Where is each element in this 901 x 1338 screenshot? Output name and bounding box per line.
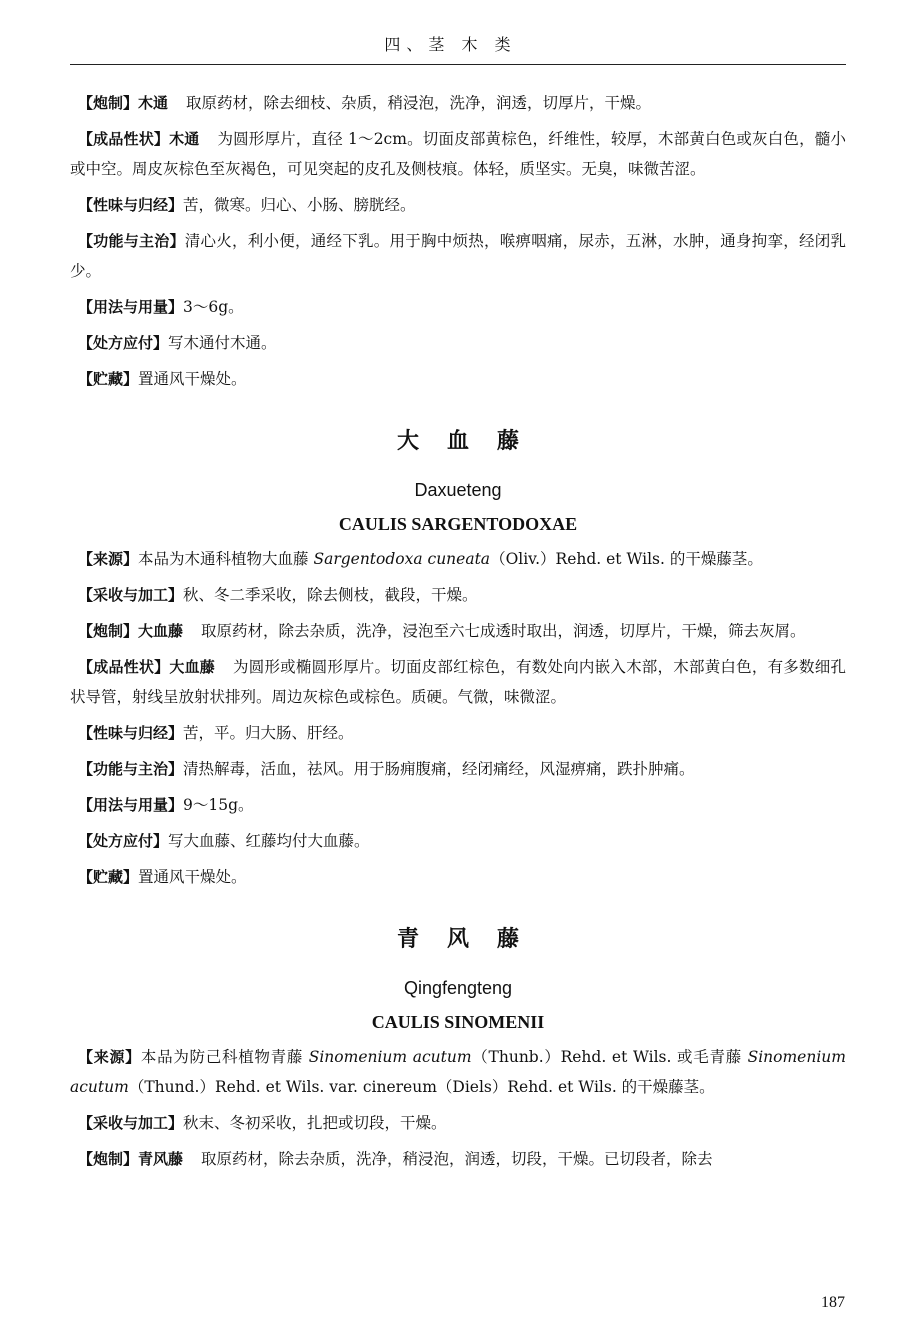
text-paragraph <box>70 616 846 646</box>
text-paragraph <box>70 88 846 118</box>
section-tag: 【功能与主治】 <box>78 232 185 250</box>
term-label: 木通 <box>138 94 169 112</box>
section-tag: 【成品性状】 <box>78 130 170 148</box>
page-number: 187 <box>821 1294 845 1311</box>
text-paragraph <box>70 718 846 748</box>
source-text: （Thund.）Rehd. et Wils. var. cinereum（Diels）Rehd. et Wils. 的干燥藤茎。 <box>128 1078 715 1096</box>
text-paragraph <box>70 226 846 286</box>
text-paragraph <box>70 862 846 892</box>
text-paragraph <box>70 1144 846 1174</box>
header-rule <box>70 64 846 65</box>
herb1-paragraphs <box>70 580 846 892</box>
source-text: 本品为防己科植物青藤 <box>140 1048 309 1066</box>
page-content <box>70 88 846 1180</box>
paragraph-text: 秋末、冬初采收，扎把或切段，干燥。 <box>183 1114 447 1132</box>
herb-latin-name: CAULIS SINOMENII <box>371 1012 545 1032</box>
text-paragraph <box>70 124 846 184</box>
paragraph-text: 清热解毒，活血，祛风。用于肠痈腹痛，经闭痛经，风湿痹痛，跌扑肿痛。 <box>183 760 695 778</box>
source-paragraph <box>70 1042 846 1102</box>
species-name: Sinomenium acutum <box>308 1048 472 1066</box>
section-tag: 【贮藏】 <box>78 868 139 886</box>
running-header: 四、茎 木 类 <box>384 35 517 54</box>
paragraph-text: 取原药材，除去杂质，洗净，稍浸泡，润透，切段，干燥。已切段者，除去 <box>201 1150 713 1168</box>
paragraph-text: 写木通付木通。 <box>168 334 277 352</box>
section-tag: 【用法与用量】 <box>78 796 184 814</box>
herb-title: 大血藤 <box>396 429 547 454</box>
section-tag: 【功能与主治】 <box>78 760 184 778</box>
paragraph-text: 秋、冬二季采收，除去侧枝，截段，干燥。 <box>183 586 478 604</box>
section-tag: 【来源】 <box>78 550 139 568</box>
section-tag: 【采收与加工】 <box>78 586 184 604</box>
text-paragraph <box>70 190 846 220</box>
text-paragraph <box>70 328 846 358</box>
species-name: Sinomenium acutum <box>70 1048 846 1096</box>
section-tag: 【处方应付】 <box>78 832 169 850</box>
text-paragraph <box>70 826 846 856</box>
section-tag: 【性味与归经】 <box>78 196 184 214</box>
section-tag: 【成品性状】 <box>78 658 170 676</box>
paragraph-text: 苦，平。归大肠、肝经。 <box>183 724 354 742</box>
section-tag: 【炮制】 <box>78 622 139 640</box>
term-label: 大血藤 <box>138 622 184 640</box>
herb2-paragraphs <box>70 1108 846 1174</box>
paragraph-text: 3～6g。 <box>183 298 244 316</box>
text-paragraph <box>70 1108 846 1138</box>
paragraph-text: 置通风干燥处。 <box>138 370 247 388</box>
paragraph-text: 取原药材，除去细枝、杂质，稍浸泡，洗净，润透，切厚片，干燥。 <box>186 94 652 112</box>
term-label: 大血藤 <box>169 658 216 676</box>
text-paragraph <box>70 580 846 610</box>
section-tag: 【炮制】 <box>78 94 139 112</box>
herb-pinyin: Daxueteng <box>414 480 502 500</box>
species-name: Sargentodoxa cuneata <box>313 550 491 568</box>
text-paragraph <box>70 790 846 820</box>
text-paragraph <box>70 652 846 712</box>
section-tag: 【来源】 <box>78 1048 141 1066</box>
section-tag: 【性味与归经】 <box>78 724 184 742</box>
source-paragraph <box>70 544 846 574</box>
paragraph-text: 9～15g。 <box>183 796 254 814</box>
source-text: （Oliv.）Rehd. et Wils. 的干燥藤茎。 <box>490 550 763 568</box>
source-text: （Thunb.）Rehd. et Wils. 或毛青藤 <box>471 1048 748 1066</box>
paragraph-text: 置通风干燥处。 <box>138 868 247 886</box>
section-tag: 【采收与加工】 <box>78 1114 184 1132</box>
paragraph-text: 清心火，利小便，通经下乳。用于胸中烦热，喉痹咽痛，尿赤，五淋，水肿，通身拘挛，经闭乳少。 <box>70 232 846 280</box>
herb-latin-name: CAULIS SARGENTODOXAE <box>338 514 578 534</box>
text-paragraph <box>70 364 846 394</box>
section-tag: 【用法与用量】 <box>78 298 184 316</box>
paragraph-text: 苦，微寒。归心、小肠、膀胱经。 <box>183 196 416 214</box>
term-label: 青风藤 <box>138 1150 184 1168</box>
term-label: 木通 <box>169 130 200 148</box>
herb-title: 青风藤 <box>396 927 547 952</box>
paragraph-text: 为圆形或椭圆形厚片。切面皮部红棕色，有数处向内嵌入木部，木部黄白色，有多数细孔状导管，射线呈放射状排列。周边灰棕色或棕色。质硬。气微，味微涩。 <box>70 658 846 706</box>
text-paragraph <box>70 292 846 322</box>
mutong-continuation <box>70 88 846 394</box>
herb-pinyin: Qingfengteng <box>403 978 513 998</box>
section-tag: 【贮藏】 <box>78 370 139 388</box>
paragraph-text: 为圆形厚片，直径 1～2cm。切面皮部黄棕色，纤维性，较厚，木部黄白色或灰白色，髓小或中空。周皮灰棕色至灰褐色，可见突起的皮孔及侧枝痕。体轻，质坚实。无臭，味微苦涩。 <box>70 130 846 178</box>
text-paragraph <box>70 754 846 784</box>
section-tag: 【处方应付】 <box>78 334 169 352</box>
section-tag: 【炮制】 <box>78 1150 139 1168</box>
source-text: 本品为木通科植物大血藤 <box>138 550 314 568</box>
paragraph-text: 写大血藤、红藤均付大血藤。 <box>168 832 370 850</box>
paragraph-text: 取原药材，除去杂质，洗净，浸泡至六七成透时取出，润透，切厚片，干燥，筛去灰屑。 <box>201 622 806 640</box>
